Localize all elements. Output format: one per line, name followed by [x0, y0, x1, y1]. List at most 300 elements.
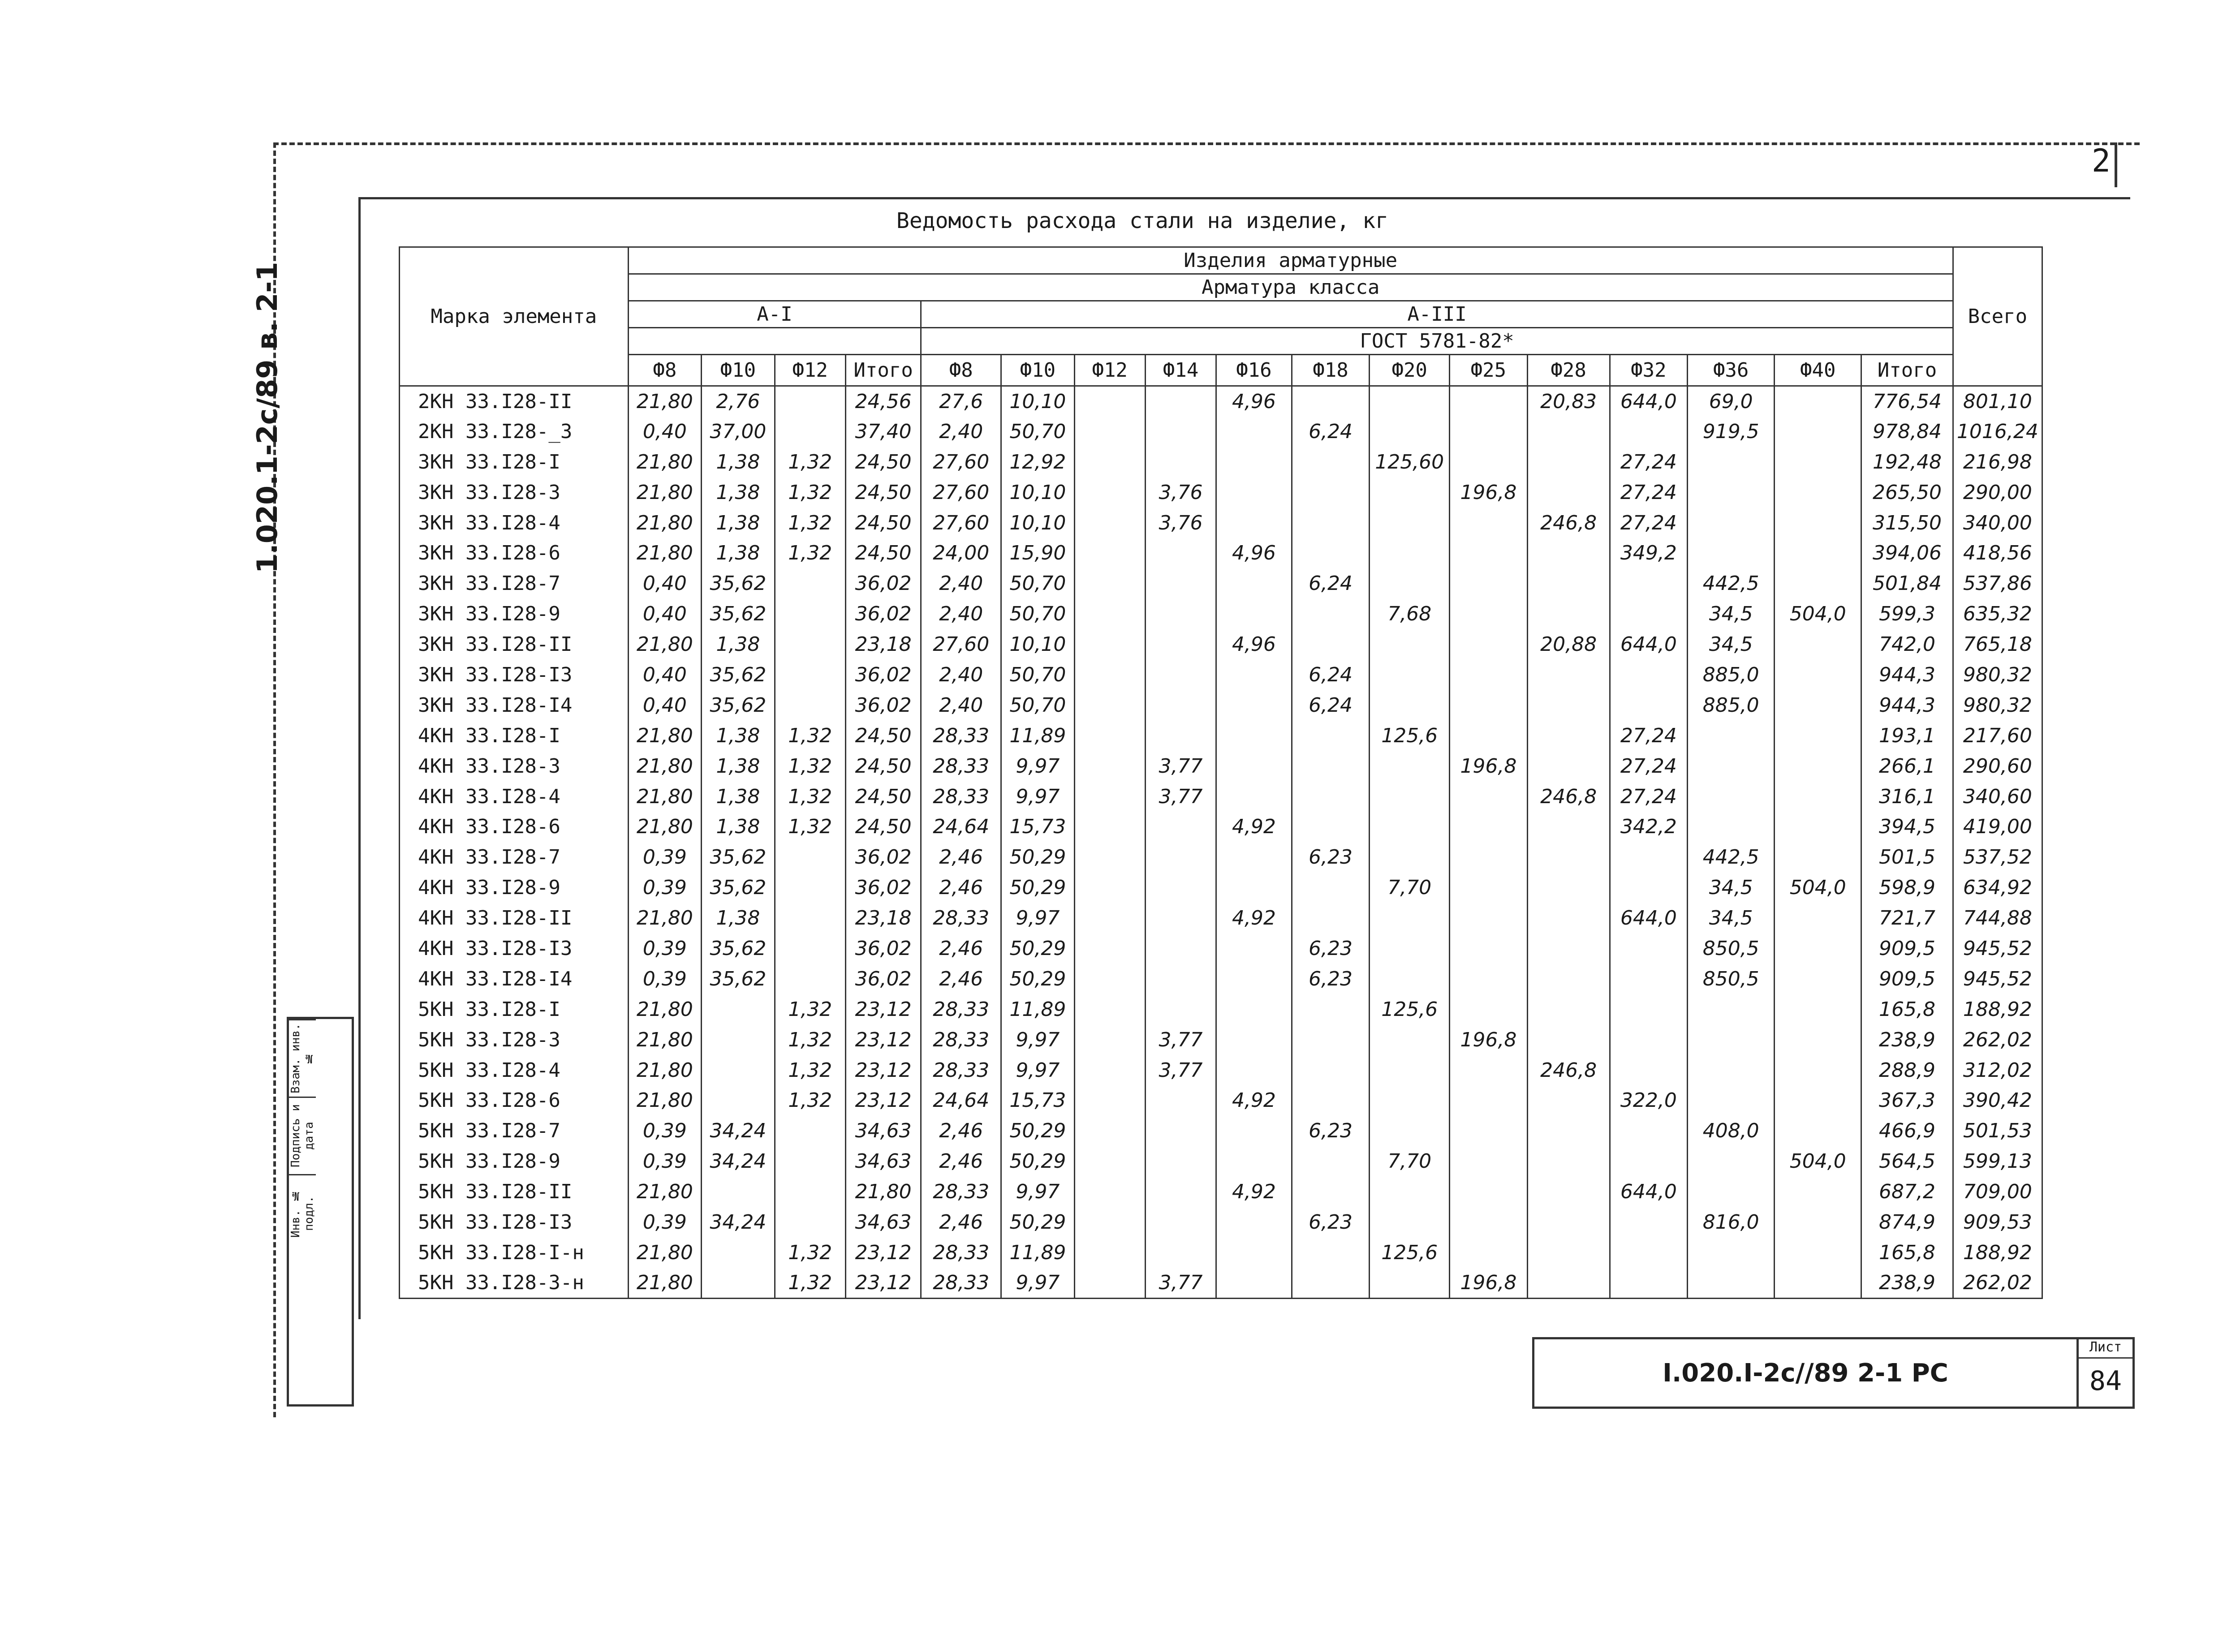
- cell-value: 21,80: [628, 1085, 701, 1116]
- cell-value: [1370, 416, 1450, 447]
- cell-value: [775, 416, 845, 447]
- cell-value: 125,6: [1370, 720, 1450, 751]
- cell-value: [1292, 1268, 1370, 1298]
- header-group-products: Изделия арматурные: [628, 247, 1953, 274]
- cell-value: [775, 386, 845, 417]
- cell-value: 850,5: [1688, 934, 1775, 964]
- cell-value: [1527, 842, 1610, 873]
- cell-value: 885,0: [1688, 690, 1775, 720]
- cell-value: [1527, 964, 1610, 994]
- cell-value: [1216, 660, 1292, 690]
- cell-value: 0,39: [628, 1116, 701, 1146]
- cell-value: [1292, 720, 1370, 751]
- header-diameter-a3-11: Ф25: [1450, 355, 1528, 386]
- cell-value: [1370, 1177, 1450, 1207]
- table-row: [400, 1146, 2042, 1177]
- cell-value: [1074, 690, 1145, 720]
- header-diameter-a3-9: Ф18: [1292, 355, 1370, 386]
- cell-value: 24,64: [921, 1085, 1001, 1116]
- cell-value: [775, 842, 845, 873]
- cell-value: 20,83: [1527, 386, 1610, 417]
- table-row: [400, 1055, 2042, 1085]
- cell-value: [1450, 873, 1528, 903]
- cell-value: 2,46: [921, 964, 1001, 994]
- table-row: [400, 508, 2042, 538]
- cell-value: 21,80: [628, 781, 701, 812]
- table-row: [400, 447, 2042, 477]
- cell-value: [1145, 416, 1216, 447]
- cell-value: [1610, 1024, 1688, 1055]
- cell-value: 322,0: [1610, 1085, 1688, 1116]
- header-diameter-a1-1: Ф10: [702, 355, 775, 386]
- table-row: [400, 1207, 2042, 1238]
- row-mark: 5КН 33.I28-I3: [400, 1207, 629, 1238]
- cell-value: 919,5: [1688, 416, 1775, 447]
- cell-value: [1292, 1237, 1370, 1268]
- cell-value: 34,63: [845, 1116, 921, 1146]
- cell-value: 35,62: [702, 842, 775, 873]
- cell-value: 945,52: [1953, 964, 2042, 994]
- cell-value: 21,80: [628, 1055, 701, 1085]
- table-row: [400, 994, 2042, 1024]
- header-diameter-a1-0: Ф8: [628, 355, 701, 386]
- cell-value: 27,60: [921, 447, 1001, 477]
- cell-value: 21,80: [628, 751, 701, 781]
- table-row: [400, 690, 2042, 720]
- cell-value: 28,33: [921, 720, 1001, 751]
- header-class-a3: А-III: [921, 301, 1953, 328]
- cell-value: 21,80: [628, 1177, 701, 1207]
- cell-value: [1074, 934, 1145, 964]
- cell-value: 4,96: [1216, 629, 1292, 660]
- cell-value: 36,02: [845, 873, 921, 903]
- cell-value: 4,92: [1216, 1177, 1292, 1207]
- cell-value: 709,00: [1953, 1177, 2042, 1207]
- cell-value: 36,02: [845, 660, 921, 690]
- cell-value: 0,39: [628, 1146, 701, 1177]
- cell-value: [1775, 1207, 1861, 1238]
- cell-value: [1775, 1055, 1861, 1085]
- cell-value: 4,92: [1216, 903, 1292, 934]
- table-row: [400, 781, 2042, 812]
- cell-value: 188,92: [1953, 1237, 2042, 1268]
- cell-value: [1216, 477, 1292, 508]
- cell-value: 23,18: [845, 629, 921, 660]
- cell-value: [1370, 1085, 1450, 1116]
- cell-value: 1,32: [775, 1055, 845, 1085]
- cell-value: 27,24: [1610, 720, 1688, 751]
- cell-value: 192,48: [1861, 447, 1953, 477]
- cell-value: [1688, 751, 1775, 781]
- row-mark: 5КН 33.I28-9: [400, 1146, 629, 1177]
- cell-value: [1145, 386, 1216, 417]
- cell-value: 24,50: [845, 447, 921, 477]
- cell-value: 0,40: [628, 660, 701, 690]
- cell-value: 801,10: [1953, 386, 2042, 417]
- cell-value: 2,40: [921, 660, 1001, 690]
- cell-value: [1688, 1237, 1775, 1268]
- left-stamp-block: [287, 1017, 354, 1407]
- cell-value: [1610, 568, 1688, 599]
- cell-value: 27,24: [1610, 751, 1688, 781]
- cell-value: [1450, 660, 1528, 690]
- cell-value: 188,92: [1953, 994, 2042, 1024]
- cell-value: 21,80: [628, 477, 701, 508]
- cell-value: 3,76: [1145, 508, 1216, 538]
- cell-value: 34,5: [1688, 599, 1775, 629]
- row-mark: 3КН 33.I28-7: [400, 568, 629, 599]
- cell-value: [1216, 934, 1292, 964]
- cell-value: 34,63: [845, 1146, 921, 1177]
- cell-value: 290,60: [1953, 751, 2042, 781]
- cell-value: 408,0: [1688, 1116, 1775, 1146]
- row-mark: 4КН 33.I28-I: [400, 720, 629, 751]
- cell-value: 1,32: [775, 1085, 845, 1116]
- cell-value: [1527, 1237, 1610, 1268]
- cell-value: 1,38: [702, 477, 775, 508]
- cell-value: 349,2: [1610, 538, 1688, 568]
- cell-value: 165,8: [1861, 994, 1953, 1024]
- cell-value: 50,70: [1001, 660, 1074, 690]
- cell-value: [1527, 720, 1610, 751]
- cell-value: [1145, 538, 1216, 568]
- cell-value: [1074, 477, 1145, 508]
- cell-value: 1,38: [702, 720, 775, 751]
- cell-value: 687,2: [1861, 1177, 1953, 1207]
- cell-value: [1688, 1024, 1775, 1055]
- cell-value: [1074, 1268, 1145, 1298]
- cell-value: 290,00: [1953, 477, 2042, 508]
- cell-value: [1074, 1237, 1145, 1268]
- cell-value: [1074, 1177, 1145, 1207]
- cell-value: 23,12: [845, 994, 921, 1024]
- table-row: [400, 1024, 2042, 1055]
- cell-value: 35,62: [702, 873, 775, 903]
- cell-value: [1688, 781, 1775, 812]
- cell-value: [1292, 1146, 1370, 1177]
- cell-value: [1610, 599, 1688, 629]
- cell-value: 21,80: [628, 1024, 701, 1055]
- cell-value: 644,0: [1610, 903, 1688, 934]
- row-mark: 5КН 33.I28-3-н: [400, 1268, 629, 1298]
- cell-value: 34,24: [702, 1116, 775, 1146]
- cell-value: [1688, 1055, 1775, 1085]
- cell-value: [1527, 903, 1610, 934]
- cell-value: [1450, 690, 1528, 720]
- cell-value: 196,8: [1450, 1268, 1528, 1298]
- cell-value: [1450, 842, 1528, 873]
- cell-value: 1,32: [775, 994, 845, 1024]
- cell-value: [1216, 1116, 1292, 1146]
- cell-value: 504,0: [1775, 873, 1861, 903]
- cell-value: [1145, 1116, 1216, 1146]
- cell-value: 3,77: [1145, 1024, 1216, 1055]
- cell-value: [1292, 538, 1370, 568]
- cell-value: 564,5: [1861, 1146, 1953, 1177]
- cell-value: [1775, 416, 1861, 447]
- cell-value: [1527, 538, 1610, 568]
- row-mark: 4КН 33.I28-I4: [400, 964, 629, 994]
- cell-value: [1450, 934, 1528, 964]
- cell-value: 10,10: [1001, 629, 1074, 660]
- cell-value: 9,97: [1001, 751, 1074, 781]
- header-diameter-a3-4: Ф8: [921, 355, 1001, 386]
- cell-value: [1688, 477, 1775, 508]
- cell-value: 598,9: [1861, 873, 1953, 903]
- table-row: [400, 568, 2042, 599]
- cell-value: [1292, 873, 1370, 903]
- title-block-sheet: [2079, 1337, 2135, 1409]
- cell-value: [702, 1177, 775, 1207]
- cell-value: [1216, 1146, 1292, 1177]
- cell-value: 909,53: [1953, 1207, 2042, 1238]
- cell-value: [1527, 690, 1610, 720]
- cell-value: 909,5: [1861, 934, 1953, 964]
- cell-value: 28,33: [921, 903, 1001, 934]
- header-diameter-a3-12: Ф28: [1527, 355, 1610, 386]
- cell-value: 1,38: [702, 781, 775, 812]
- cell-value: [775, 1116, 845, 1146]
- cell-value: 288,9: [1861, 1055, 1953, 1085]
- cell-value: [702, 1268, 775, 1298]
- cell-value: 765,18: [1953, 629, 2042, 660]
- cell-value: [1610, 1055, 1688, 1085]
- side-document-code: 1.020.1-2с/89 в. 2-1: [251, 262, 284, 573]
- cell-value: [1216, 720, 1292, 751]
- header-diameter-a3-8: Ф16: [1216, 355, 1292, 386]
- cell-value: 50,70: [1001, 568, 1074, 599]
- cell-value: [1074, 538, 1145, 568]
- cell-value: [1145, 447, 1216, 477]
- cell-value: 36,02: [845, 934, 921, 964]
- cell-value: 10,10: [1001, 477, 1074, 508]
- cell-value: 21,80: [628, 508, 701, 538]
- cell-value: [775, 1146, 845, 1177]
- cell-value: 21,80: [628, 812, 701, 842]
- cell-value: 2,40: [921, 599, 1001, 629]
- cell-value: [1216, 964, 1292, 994]
- cell-value: 20,88: [1527, 629, 1610, 660]
- cell-value: 50,29: [1001, 1116, 1074, 1146]
- cell-value: 246,8: [1527, 1055, 1610, 1085]
- cell-value: 980,32: [1953, 660, 2042, 690]
- cell-value: 3,77: [1145, 1268, 1216, 1298]
- cell-value: [1216, 568, 1292, 599]
- cell-value: 1016,24: [1953, 416, 2042, 447]
- table-row: [400, 416, 2042, 447]
- cell-value: [1370, 1207, 1450, 1238]
- cell-value: 34,63: [845, 1207, 921, 1238]
- cell-value: [1688, 1146, 1775, 1177]
- cell-value: [1527, 1024, 1610, 1055]
- cell-value: 21,80: [628, 994, 701, 1024]
- cell-value: [775, 934, 845, 964]
- cell-value: [1145, 1085, 1216, 1116]
- steel-consumption-table: [399, 246, 2043, 1299]
- cell-value: [1450, 1116, 1528, 1146]
- cell-value: 3,77: [1145, 781, 1216, 812]
- cell-value: 28,33: [921, 1237, 1001, 1268]
- cell-value: 390,42: [1953, 1085, 2042, 1116]
- cell-value: [1216, 416, 1292, 447]
- cell-value: 6,24: [1292, 416, 1370, 447]
- cell-value: [1775, 1268, 1861, 1298]
- cell-value: [1527, 599, 1610, 629]
- cell-value: [1688, 538, 1775, 568]
- table-row: [400, 599, 2042, 629]
- cell-value: 442,5: [1688, 842, 1775, 873]
- row-mark: 2КН 33.I28-_3: [400, 416, 629, 447]
- cell-value: [1074, 842, 1145, 873]
- cell-value: 776,54: [1861, 386, 1953, 417]
- cell-value: [1610, 660, 1688, 690]
- cell-value: 11,89: [1001, 720, 1074, 751]
- cell-value: [1074, 964, 1145, 994]
- cell-value: [1450, 903, 1528, 934]
- row-mark: 5КН 33.I28-6: [400, 1085, 629, 1116]
- cell-value: [1074, 903, 1145, 934]
- cell-value: 11,89: [1001, 994, 1074, 1024]
- cell-value: [1216, 781, 1292, 812]
- cell-value: 312,02: [1953, 1055, 2042, 1085]
- cell-value: [1216, 751, 1292, 781]
- header-mark: Марка элемента: [400, 247, 629, 386]
- cell-value: [1145, 690, 1216, 720]
- cell-value: 980,32: [1953, 690, 2042, 720]
- cell-value: [1145, 568, 1216, 599]
- cell-value: 27,60: [921, 477, 1001, 508]
- cell-value: 0,40: [628, 416, 701, 447]
- cell-value: 21,80: [628, 538, 701, 568]
- cell-value: [1216, 599, 1292, 629]
- row-mark: 3КН 33.I28-6: [400, 538, 629, 568]
- cell-value: [1775, 1237, 1861, 1268]
- cell-value: 36,02: [845, 964, 921, 994]
- cell-value: 266,1: [1861, 751, 1953, 781]
- cell-value: 238,9: [1861, 1024, 1953, 1055]
- cell-value: 2,46: [921, 842, 1001, 873]
- cell-value: 24,50: [845, 508, 921, 538]
- cell-value: 28,33: [921, 1055, 1001, 1085]
- cell-value: 24,50: [845, 812, 921, 842]
- cell-value: 193,1: [1861, 720, 1953, 751]
- cell-value: 11,89: [1001, 1237, 1074, 1268]
- row-mark: 5КН 33.I28-4: [400, 1055, 629, 1085]
- cell-value: [1216, 1055, 1292, 1085]
- cell-value: 2,40: [921, 568, 1001, 599]
- cell-value: 50,29: [1001, 1207, 1074, 1238]
- cell-value: 316,1: [1861, 781, 1953, 812]
- cell-value: [1074, 660, 1145, 690]
- cell-value: [1527, 477, 1610, 508]
- cell-value: 9,97: [1001, 1177, 1074, 1207]
- cell-value: 36,02: [845, 599, 921, 629]
- cell-value: 1,38: [702, 508, 775, 538]
- cell-value: 23,12: [845, 1055, 921, 1085]
- cell-value: [1527, 1268, 1610, 1298]
- cell-value: [1688, 994, 1775, 1024]
- cell-value: 2,76: [702, 386, 775, 417]
- cell-value: 21,80: [628, 1268, 701, 1298]
- cell-value: [1074, 1207, 1145, 1238]
- cell-value: 125,6: [1370, 994, 1450, 1024]
- cell-value: [775, 1177, 845, 1207]
- table-row: [400, 720, 2042, 751]
- cell-value: 1,32: [775, 781, 845, 812]
- cell-value: 50,29: [1001, 873, 1074, 903]
- cell-value: [1775, 568, 1861, 599]
- cell-value: [1370, 903, 1450, 934]
- cell-value: [702, 1024, 775, 1055]
- cell-value: 24,50: [845, 751, 921, 781]
- cell-value: 2,40: [921, 416, 1001, 447]
- cell-value: 34,24: [702, 1207, 775, 1238]
- cell-value: 850,5: [1688, 964, 1775, 994]
- row-mark: 4КН 33.I28-I3: [400, 934, 629, 964]
- cell-value: [1688, 1085, 1775, 1116]
- cell-value: 216,98: [1953, 447, 2042, 477]
- cell-value: 501,5: [1861, 842, 1953, 873]
- cell-value: 10,10: [1001, 386, 1074, 417]
- cell-value: [1450, 386, 1528, 417]
- cell-value: 599,3: [1861, 599, 1953, 629]
- cell-value: [1688, 447, 1775, 477]
- cell-value: 1,32: [775, 812, 845, 842]
- cell-value: [1370, 1268, 1450, 1298]
- cell-value: 744,88: [1953, 903, 2042, 934]
- header-diameter-a1-3: Итого: [845, 355, 921, 386]
- cell-value: [1292, 994, 1370, 1024]
- cell-value: 125,6: [1370, 1237, 1450, 1268]
- cell-value: [1292, 1177, 1370, 1207]
- cell-value: [1145, 1237, 1216, 1268]
- row-mark: 3КН 33.I28-9: [400, 599, 629, 629]
- cell-value: 3,77: [1145, 1055, 1216, 1085]
- cell-value: 9,97: [1001, 781, 1074, 812]
- cell-value: 265,50: [1861, 477, 1953, 508]
- header-diameter-a3-13: Ф32: [1610, 355, 1688, 386]
- cell-value: [1216, 690, 1292, 720]
- cell-value: 50,29: [1001, 964, 1074, 994]
- cell-value: 28,33: [921, 781, 1001, 812]
- cell-value: [1216, 1024, 1292, 1055]
- row-mark: 5КН 33.I28-3: [400, 1024, 629, 1055]
- cell-value: [1145, 994, 1216, 1024]
- stamp-field-signature-date: Подпись и дата: [289, 1097, 316, 1174]
- cell-value: [1527, 416, 1610, 447]
- cell-value: 2,46: [921, 1116, 1001, 1146]
- cell-value: 28,33: [921, 1024, 1001, 1055]
- cell-value: [1775, 690, 1861, 720]
- table-row: [400, 629, 2042, 660]
- cell-value: 6,23: [1292, 842, 1370, 873]
- cell-value: 7,70: [1370, 873, 1450, 903]
- cell-value: 9,97: [1001, 1268, 1074, 1298]
- table-row: [400, 477, 2042, 508]
- cell-value: [1450, 629, 1528, 660]
- cell-value: [1775, 1177, 1861, 1207]
- cell-value: [1292, 477, 1370, 508]
- cell-value: 27,24: [1610, 781, 1688, 812]
- cell-value: [1074, 1024, 1145, 1055]
- cell-value: [1688, 720, 1775, 751]
- cell-value: [1370, 690, 1450, 720]
- cell-value: 1,38: [702, 812, 775, 842]
- cell-value: [1527, 1177, 1610, 1207]
- cell-value: [1145, 720, 1216, 751]
- cell-value: [1775, 964, 1861, 994]
- cell-value: 21,80: [628, 629, 701, 660]
